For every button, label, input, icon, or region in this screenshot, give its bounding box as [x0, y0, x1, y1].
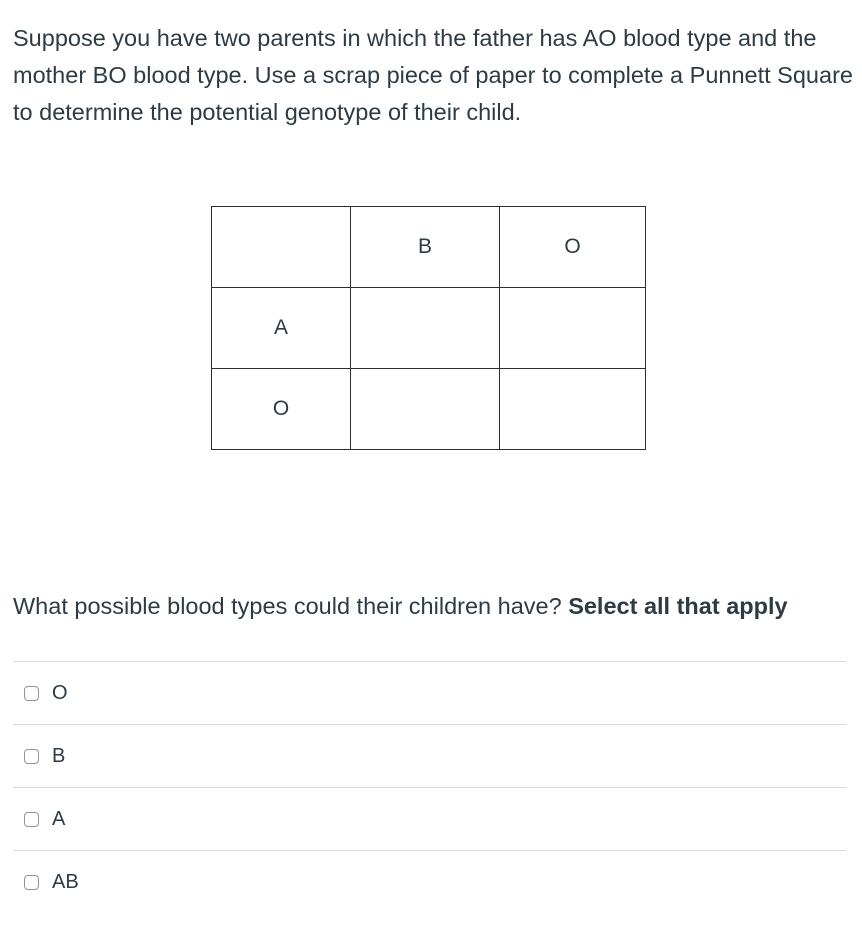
- answer-label: O: [52, 681, 68, 704]
- punnett-cell: O: [500, 207, 646, 288]
- answer-list: [13, 661, 846, 913]
- punnett-cell: O: [212, 369, 351, 450]
- answer-option-b[interactable]: [13, 724, 846, 787]
- answer-option-a[interactable]: [13, 787, 846, 850]
- punnett-cell: B: [351, 207, 500, 288]
- question-emphasis: Select all that apply: [568, 593, 788, 619]
- question-prompt: Suppose you have two parents in which the father has AO blood type and the mother BO blood type. Use a scrap piece of paper to complete a Punnett Square to determine the potential genotype of their child.: [13, 25, 853, 125]
- checkbox[interactable]: [24, 749, 39, 764]
- answer-label: A: [52, 807, 66, 830]
- punnett-row: [212, 369, 646, 450]
- punnett-cell: A: [212, 288, 351, 369]
- checkbox[interactable]: [24, 686, 39, 701]
- question-body: What possible blood types could their children have?: [13, 593, 569, 619]
- punnett-cell: [212, 207, 351, 288]
- answer-option-ab[interactable]: [13, 850, 846, 913]
- checkbox[interactable]: [24, 875, 39, 890]
- answer-label: AB: [52, 870, 79, 893]
- checkbox[interactable]: [24, 812, 39, 827]
- answer-option-o[interactable]: [13, 661, 846, 724]
- punnett-row: [212, 288, 646, 369]
- punnett-cell: [351, 369, 500, 450]
- punnett-square: [211, 206, 646, 450]
- punnett-cell: [500, 369, 646, 450]
- answer-label: B: [52, 744, 66, 767]
- punnett-cell: [500, 288, 646, 369]
- punnett-row: [212, 207, 646, 288]
- question-text: [13, 588, 788, 625]
- punnett-cell: [351, 288, 500, 369]
